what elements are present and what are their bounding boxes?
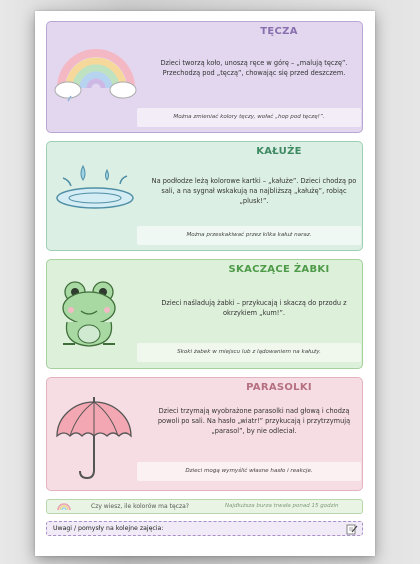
notes-label: Uwagi / pomysły na kolejne zajęcia: <box>53 525 164 532</box>
worksheet-page <box>35 11 375 556</box>
card-title: PARASOLKI <box>246 382 312 393</box>
card-title: KAŁUŻE <box>256 146 302 157</box>
puddle-icon <box>53 156 139 220</box>
card-tip: Można zmieniać kolory tęczy, wołać „hop pod tęczę!”. <box>137 108 361 127</box>
notepad-edit-icon <box>346 523 358 537</box>
card-tip: Skoki żabek w miejscu lub z lądowaniem na kałuży. <box>137 343 361 362</box>
fun-fact-answer: Najdłuższa burza trwała ponad 15 godzin <box>225 503 339 509</box>
card-umbrellas <box>46 377 363 491</box>
frog-icon <box>53 278 129 354</box>
fun-fact-question: Czy wiesz, ile kolorów ma tęcza? <box>91 503 189 510</box>
card-title: TĘCZA <box>260 26 298 37</box>
card-description: Na podłodze leżą kolorowe kartki – „kałuże”. Dzieci chodzą po sali, a na sygnał wskakują na najbliższą „kałużę”, robiąc „plusk!”. <box>151 177 357 205</box>
card-title: SKACZĄCE ŻABKI <box>228 264 330 275</box>
umbrella-icon <box>53 394 135 486</box>
fun-fact-strip <box>46 499 363 514</box>
card-description: Dzieci trzymają wyobrażone parasolki nad głową i chodzą powoli po sali. Na hasło „wiatr!” przykucają i przytrzymują „parasol”, by nie odleciał. <box>157 407 351 435</box>
rainbow-icon <box>53 36 139 106</box>
card-tip: Można przeskakiwać przez kilka kałuż naraz. <box>137 226 361 245</box>
card-frogs <box>46 259 363 369</box>
card-description: Dzieci tworzą koło, unoszą ręce w górę – „malują tęczę”. Przechodzą pod „tęczą”, chowając się przed deszczem. <box>160 59 348 77</box>
card-tip: Dzieci mogą wymyślić własne hasło i reakcje. <box>137 462 361 481</box>
card-description: Dzieci naśladują żabki – przykucają i skaczą do przodu z okrzykiem „kum!”. <box>161 299 347 317</box>
card-rainbow <box>46 21 363 133</box>
notes-box[interactable] <box>46 521 363 536</box>
rainbow-small-icon <box>57 502 71 513</box>
card-puddles <box>46 141 363 251</box>
